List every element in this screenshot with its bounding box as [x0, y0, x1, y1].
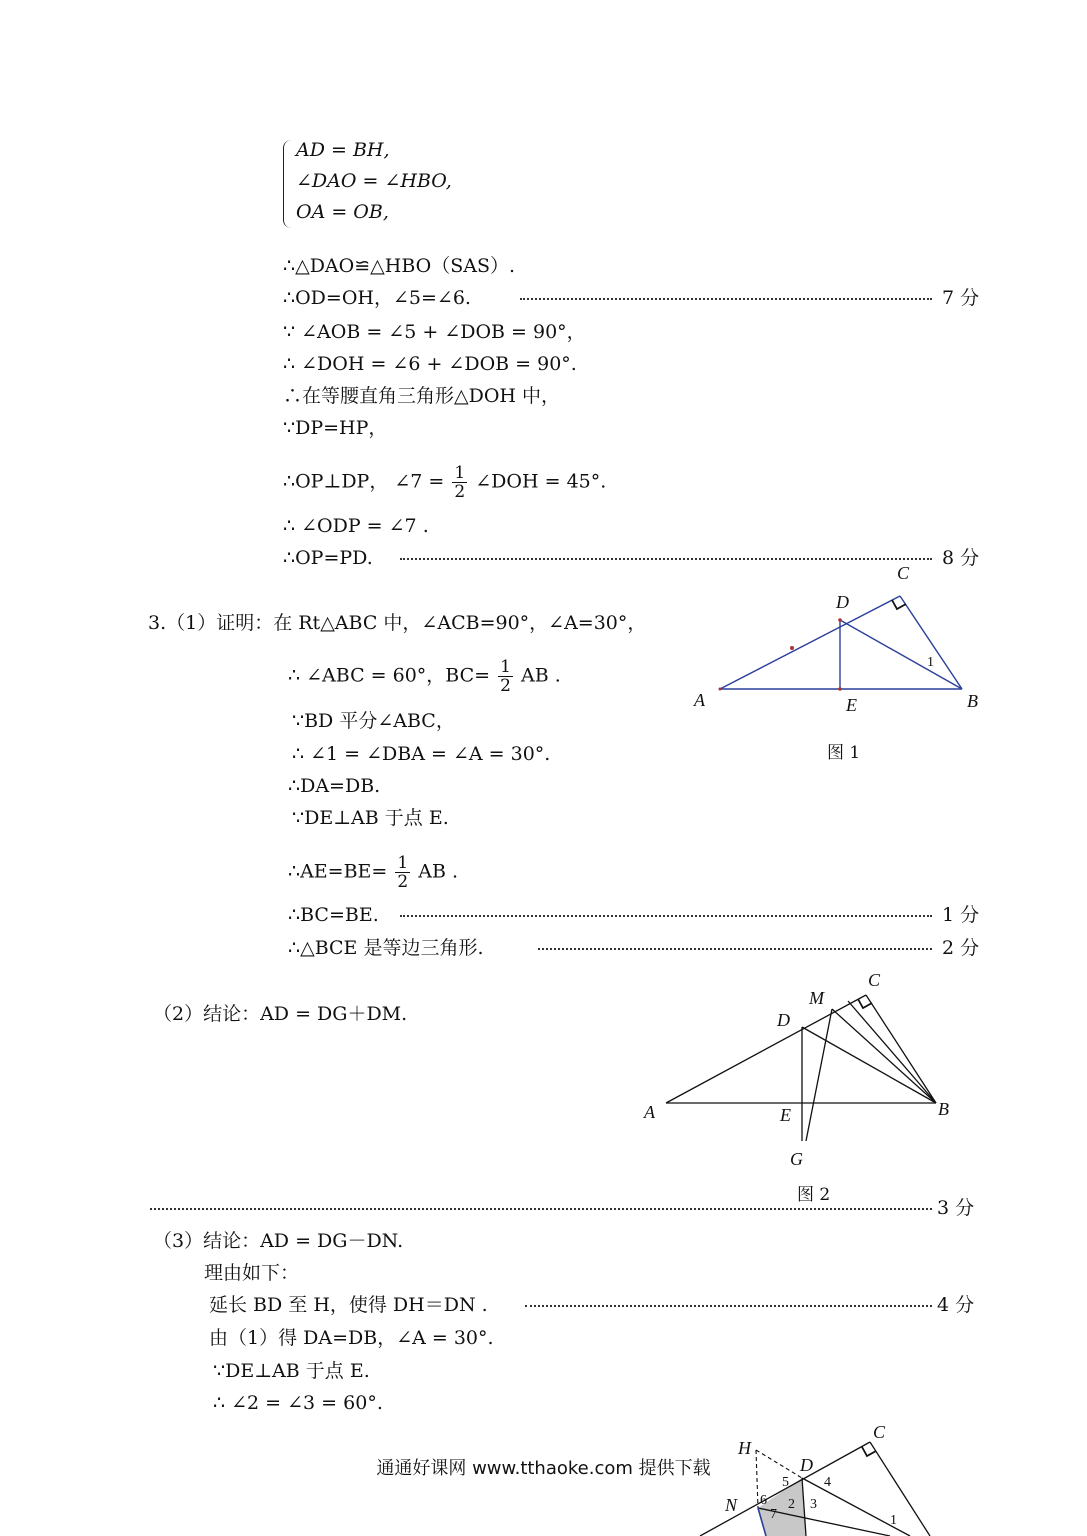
- question-heading: 3.（1）证明：在 Rt△ABC 中，∠ACB=90°，∠A=30°，: [148, 612, 647, 634]
- score-label: 7 分: [942, 287, 980, 309]
- text-line: 延长 BD 至 H，使得 DH＝DN .: [209, 1294, 488, 1316]
- segment-ac: [720, 596, 900, 689]
- fraction-numerator: 1: [397, 853, 409, 873]
- formula-part: ∴ ∠ABC = 60°，BC=: [288, 664, 491, 687]
- formula-line: [288, 854, 458, 891]
- label-angle-2: 2: [788, 1497, 795, 1512]
- fraction-denominator: 2: [454, 482, 466, 502]
- label-n: N: [725, 1495, 738, 1515]
- dot-leader: [150, 1208, 932, 1212]
- dot-leader: [520, 298, 932, 302]
- fraction-denominator: 2: [500, 676, 511, 696]
- fraction-numerator: 1: [500, 657, 511, 677]
- label-angle-4: 4: [824, 1475, 831, 1490]
- segment-db: [840, 620, 962, 689]
- text-line: 由（1）得 DA=DB，∠A = 30°.: [209, 1327, 494, 1349]
- label-a: A: [694, 690, 705, 710]
- formula-part: AB .: [418, 860, 459, 883]
- label-angle-1: 1: [890, 1513, 897, 1528]
- dot-leader: [525, 1305, 932, 1309]
- equation-brace: [283, 140, 294, 228]
- text-line: 理由如下：: [204, 1262, 300, 1284]
- label-angle-7: 7: [770, 1507, 777, 1522]
- score-label: 8 分: [942, 547, 980, 569]
- figure-2: [640, 965, 960, 1175]
- text-line: ∵DE⊥AB 于点 E.: [292, 807, 449, 829]
- label-e: E: [780, 1105, 791, 1125]
- score-label: 4 分: [937, 1294, 975, 1316]
- label-a: A: [644, 1102, 655, 1122]
- midpoint-dot: [790, 646, 794, 650]
- formula-part: ∴AE=BE=: [288, 860, 388, 883]
- figure-1: [680, 555, 1010, 765]
- text-line: ∴ ∠2 = ∠3 = 60°.: [213, 1392, 383, 1414]
- figure-2-caption: 图 2: [797, 1185, 831, 1205]
- text-line: ∵BD 平分∠ABC，: [292, 710, 455, 732]
- score-label: 1 分: [942, 904, 980, 926]
- label-b: B: [938, 1099, 949, 1119]
- text-line: ∴在等腰直角三角形△DOH 中，: [283, 385, 561, 407]
- fraction-denominator: 2: [397, 872, 409, 892]
- segment-cb: [900, 596, 962, 689]
- label-b: B: [967, 691, 978, 711]
- label-g: G: [790, 1149, 803, 1169]
- point-a: [719, 688, 722, 691]
- label-h: H: [738, 1438, 751, 1458]
- segment-bc-inner: [848, 1001, 936, 1103]
- text-line: ∴△DAO≌△HBO（SAS）.: [283, 255, 516, 277]
- label-d: D: [836, 592, 849, 612]
- segment-ac: [666, 995, 866, 1103]
- label-angle-3: 3: [810, 1497, 817, 1512]
- segment-mg: [806, 1009, 832, 1141]
- text-line: ∴ ∠DOH = ∠6 + ∠DOB = 90°.: [283, 353, 577, 375]
- formula-part: ∠DOH = 45°.: [475, 470, 607, 493]
- text-line: ∵DE⊥AB 于点 E.: [213, 1360, 370, 1382]
- dot-leader: [538, 948, 932, 952]
- text-line: ∠DAO = ∠HBO,: [296, 170, 452, 192]
- text-line: ∴△BCE 是等边三角形.: [288, 937, 484, 959]
- fraction: [498, 658, 513, 695]
- fraction: [395, 854, 410, 891]
- text-line: （3）结论：AD = DG－DN.: [153, 1230, 404, 1252]
- label-c: C: [873, 1422, 886, 1442]
- point-e: [838, 687, 842, 691]
- text-line: ∵DP=HP，: [283, 417, 388, 439]
- text-line: ∴BC=BE.: [288, 904, 379, 926]
- text-line: AD = BH,: [296, 139, 390, 161]
- formula-part: ∴OP⊥DP， ∠7 =: [283, 470, 445, 493]
- label-angle-6: 6: [760, 1493, 767, 1508]
- dot-leader: [400, 915, 932, 919]
- text-line: ∴OP=PD.: [283, 547, 373, 569]
- score-label: 3 分: [937, 1197, 975, 1219]
- label-angle-1: 1: [927, 655, 934, 670]
- text-line: ∴OD=OH，∠5=∠6.: [283, 287, 471, 309]
- point-d: [838, 618, 842, 622]
- label-c: C: [868, 970, 881, 990]
- formula-part: AB .: [521, 664, 561, 687]
- fraction-numerator: 1: [454, 463, 466, 483]
- fraction: [452, 464, 467, 501]
- text-line: ∵ ∠AOB = ∠5 + ∠DOB = 90°，: [283, 321, 586, 343]
- score-label: 2 分: [942, 937, 980, 959]
- text-line: OA = OB,: [296, 201, 389, 223]
- label-m: M: [809, 988, 824, 1008]
- text-line: ∴ ∠ODP = ∠7 .: [283, 515, 429, 537]
- formula-line: [283, 464, 606, 501]
- segment-db: [802, 1027, 936, 1103]
- formula-line: [288, 658, 561, 695]
- text-line: ∴DA=DB.: [288, 775, 381, 797]
- figure-1-caption: 图 1: [827, 743, 861, 763]
- page-footer: 通通好课网 www.tthaoke.com 提供下载: [376, 1458, 711, 1479]
- label-angle-5: 5: [782, 1475, 789, 1490]
- label-d: D: [777, 1010, 790, 1030]
- label-e: E: [846, 695, 857, 715]
- text-line: ∴ ∠1 = ∠DBA = ∠A = 30°.: [292, 743, 551, 765]
- label-d: D: [800, 1455, 813, 1475]
- label-c: C: [897, 563, 910, 583]
- text-line: （2）结论：AD = DG＋DM.: [153, 1003, 408, 1025]
